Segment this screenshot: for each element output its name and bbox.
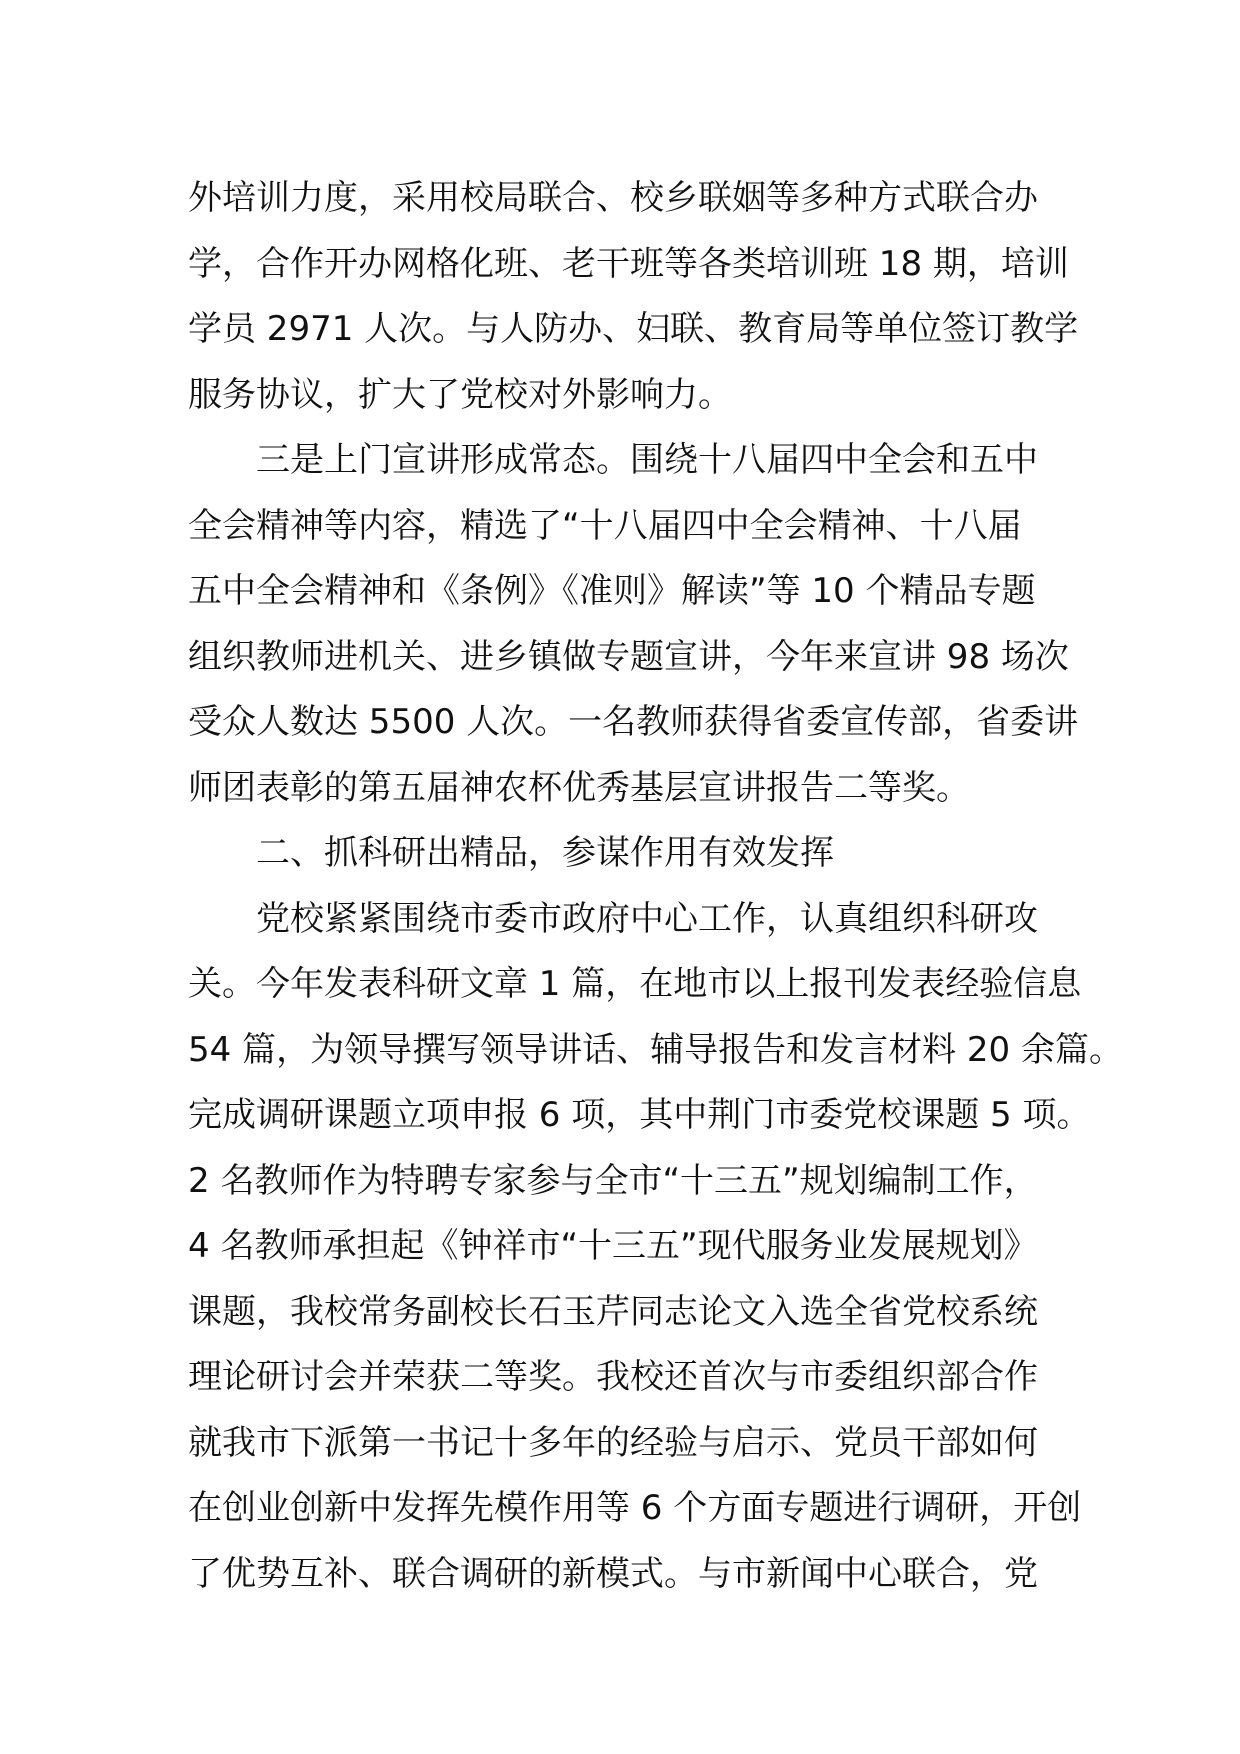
- body-line: 完成调研课题立项申报 6 项，其中荆门市委党校课题 5 项。: [188, 1095, 1091, 1135]
- body-line: 服务协议，扩大了党校对外影响力。: [188, 374, 732, 415]
- body-line: 五中全会精神和《条例》《准则》解读”等 10 个精品专题: [188, 571, 1036, 611]
- body-line: 课题，我校常务副校长石玉芹同志论文入选全省党校系统: [188, 1291, 1038, 1332]
- body-line: 在创业创新中发挥先模作用等 6 个方面专题进行调研，开创: [188, 1488, 1082, 1528]
- section-heading: 二、抓科研出精品，参谋作用有效发挥: [256, 833, 834, 873]
- body-line: 师团表彰的第五届神农杯优秀基层宣讲报告二等奖。: [188, 767, 970, 808]
- body-line: 关。今年发表科研文章 1 篇，在地市以上报刊发表经验信息: [188, 964, 1082, 1004]
- body-line: 了优势互补、联合调研的新模式。与市新闻中心联合，党: [188, 1553, 1038, 1594]
- body-line: 54 篇，为领导撰写领导讲话、辅导报告和发言材料 20 余篇。: [188, 1029, 1123, 1070]
- document-body: [188, 166, 1123, 1607]
- body-line: 4 名教师承担起《钟祥市“十三五”现代服务业发展规划》: [188, 1226, 1038, 1266]
- paragraph-start-line: 党校紧紧围绕市委市政府中心工作，认真组织科研攻: [256, 898, 1038, 939]
- paragraph-start-line: 三是上门宣讲形成常态。围绕十八届四中全会和五中: [256, 440, 1038, 480]
- body-line: 学，合作开办网格化班、老干班等各类培训班 18 期，培训: [188, 243, 1069, 284]
- body-line: 全会精神等内容，精选了“十八届四中全会精神、十八届: [188, 505, 1022, 546]
- body-line: 受众人数达 5500 人次。一名教师获得省委宣传部，省委讲: [188, 702, 1079, 742]
- body-line: 组织教师进机关、进乡镇做专题宣讲，今年来宣讲 98 场次: [188, 636, 1069, 677]
- body-line: 外培训力度，采用校局联合、校乡联姻等多种方式联合办: [188, 178, 1038, 218]
- body-line: 理论研讨会并荣获二等奖。我校还首次与市委组织部合作: [188, 1357, 1038, 1397]
- body-line: 就我市下派第一书记十多年的经验与启示、党员干部如何: [188, 1422, 1038, 1463]
- body-line: 2 名教师作为特聘专家参与全市“十三五”规划编制工作，: [188, 1160, 1038, 1201]
- body-line: 学员 2971 人次。与人防办、妇联、教育局等单位签订教学: [188, 309, 1079, 349]
